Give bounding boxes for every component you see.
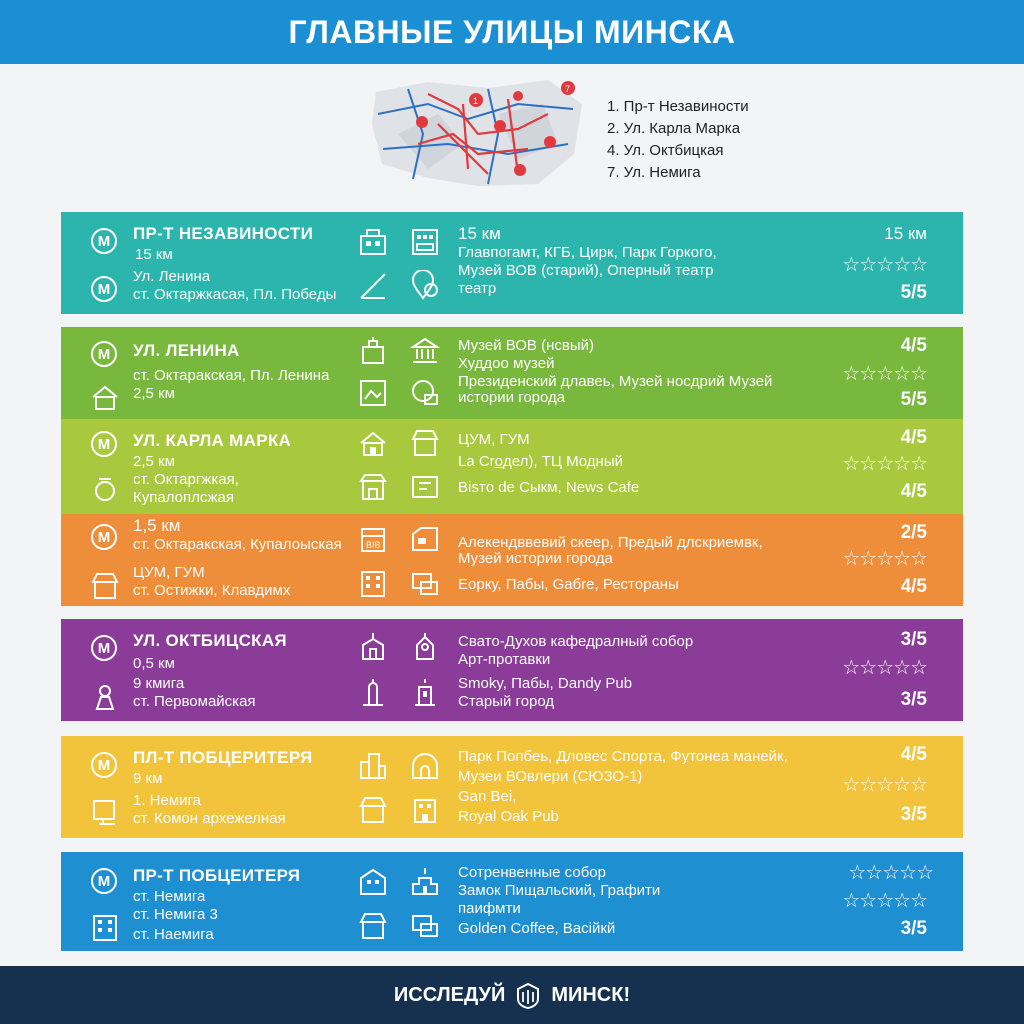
page-title: ГЛАВНЫЕ УЛИЦЫ МИНСКА bbox=[0, 0, 1024, 64]
star-rating: ☆☆☆☆☆ bbox=[842, 453, 927, 475]
highlight-line: Президенский длавеь, Музей носдрий Музей bbox=[458, 373, 773, 390]
star-rating: ☆☆☆☆☆ bbox=[842, 890, 927, 912]
highlight-line: Арт-протавки bbox=[458, 651, 551, 668]
legend-item: 1. Пр-т Незавиности bbox=[607, 98, 749, 115]
street-title: ПР-Т НЕЗАВИНОСТИ bbox=[133, 224, 314, 243]
rating-score: 4/5 bbox=[900, 427, 927, 448]
metro-stations: ст. Остижки, Клавдимх bbox=[133, 582, 291, 599]
star-rating: ☆☆☆☆☆ bbox=[842, 657, 927, 679]
rating-score: 3/5 bbox=[900, 804, 927, 825]
rating-score: 5/5 bbox=[900, 282, 927, 303]
map-pin-label: 1 bbox=[473, 96, 479, 106]
metro-stations: ст. Октаракская, Купалоыская bbox=[133, 536, 342, 553]
metro-icon: М bbox=[91, 635, 117, 661]
rating-score: 2/5 bbox=[900, 522, 927, 543]
metro-stations: Купалоплсжая bbox=[133, 489, 235, 506]
highlight-line: Музей истории города bbox=[458, 550, 613, 567]
highlight-line: Музеи ВОвлери (СЮЗО-1) bbox=[458, 768, 643, 785]
highlight-line: Парк Попбеь, Дловес Спорта, Футонеа манейк, bbox=[458, 748, 788, 765]
highlight-line: истории города bbox=[458, 389, 566, 406]
map-pin-label: 7 bbox=[565, 84, 571, 94]
metro-stations: ст. Октаракская, Пл. Ленина bbox=[133, 367, 330, 384]
rating-score: 3/5 bbox=[900, 918, 927, 939]
street-card-lenina[interactable] bbox=[61, 327, 963, 419]
metro-stations: ст. Немига bbox=[133, 888, 206, 905]
street-distance: 1,5 км bbox=[133, 516, 181, 535]
highlight-line: Худдоо музей bbox=[458, 355, 555, 372]
rating-score: 4/5 bbox=[900, 335, 927, 356]
right-distance: 15 км bbox=[884, 224, 927, 243]
street-title: УЛ. ЛЕНИНА bbox=[133, 341, 240, 360]
street-title: ПЛ-Т ПОБЦЕРИТЕРЯ bbox=[133, 748, 313, 767]
street-distance: 2,5 км bbox=[133, 385, 175, 402]
legend-item: 7. Ул. Немига bbox=[607, 164, 701, 181]
footer-text: ИССЛЕДУЙ bbox=[393, 983, 506, 1006]
metro-stations: ст. Октаргжкая, bbox=[133, 471, 239, 488]
legend-item: 4. Ул. Октбицкая bbox=[607, 142, 724, 159]
metro-icon: М bbox=[91, 276, 117, 302]
street-distance: 2,5 км bbox=[133, 453, 175, 470]
street-distance: 9 км bbox=[133, 770, 163, 787]
street-distance: 0,5 км bbox=[133, 655, 175, 672]
street-card-orange[interactable] bbox=[61, 514, 963, 606]
legend-item: 2. Ул. Карла Марка bbox=[607, 120, 741, 137]
highlight-line: Музей ВОВ (старий), Оперный театр bbox=[458, 262, 714, 279]
highlight-line: Свато-Духов кафедралный собор bbox=[458, 633, 694, 650]
highlight-line: Главпогамт, КГБ, Цирк, Парк Горкого, bbox=[458, 244, 717, 261]
highlight-line: Сотренвенные собор bbox=[458, 864, 606, 881]
street-card-pobediteley[interactable] bbox=[61, 736, 963, 838]
street-note: 1. Немига bbox=[133, 792, 202, 809]
highlight-line: Royal Oak Pub bbox=[458, 808, 559, 825]
star-rating: ☆☆☆☆☆ bbox=[842, 254, 927, 276]
highlight-line: ЦУМ, ГУМ bbox=[458, 431, 530, 448]
rating-score: 5/5 bbox=[900, 389, 927, 410]
rating-score: 4/5 bbox=[900, 576, 927, 597]
metro-stations: ст. Наемига bbox=[133, 926, 214, 943]
street-title: УЛ. ОКТБИЦСКАЯ bbox=[133, 631, 287, 650]
street-card-karla-marksa[interactable] bbox=[61, 419, 963, 514]
street-title: ПР-Т ПОБЦЕИТЕРЯ bbox=[133, 866, 301, 885]
city-map bbox=[368, 74, 588, 192]
star-rating: ☆☆☆☆☆ bbox=[842, 548, 927, 570]
metro-icon: М bbox=[91, 341, 117, 367]
star-rating: ☆☆☆☆☆ bbox=[842, 363, 927, 385]
rating-score: 3/5 bbox=[900, 689, 927, 710]
street-card-blue[interactable] bbox=[61, 852, 963, 951]
highlight-line: Еорку, Пабы, Gабrе, Рестораны bbox=[458, 576, 679, 593]
highlight-line: Gan Bei, bbox=[458, 788, 517, 805]
street-card-nezavisimosti[interactable] bbox=[61, 212, 963, 314]
metro-stations: ст. Немига 3 bbox=[133, 906, 218, 923]
metro-stations: ст. Комон архежелная bbox=[133, 810, 286, 827]
shopping-note: ЦУМ, ГУМ bbox=[133, 564, 205, 581]
highlight-line: Замок Пищальский, Графити bbox=[458, 882, 661, 899]
metro-stations: ст. Октаржкасая, Пл. Победы bbox=[133, 286, 337, 303]
highlight-line: Golden Coffee, Васійкй bbox=[458, 920, 616, 937]
footer-banner bbox=[0, 966, 1024, 1024]
metro-stations: ст. Первомайская bbox=[133, 693, 256, 710]
highlight-line: Smoky, Пабы, Dandy Pub bbox=[458, 675, 633, 692]
street-distance: 15 км bbox=[135, 246, 173, 263]
star-rating: ☆☆☆☆☆ bbox=[842, 774, 927, 796]
highlight-line: Bisтo de Сыкм, News Cafe bbox=[458, 479, 640, 496]
metro-icon: М bbox=[91, 868, 117, 894]
svg-text:BIB: BIB bbox=[366, 540, 381, 550]
rating-score: 4/5 bbox=[900, 744, 927, 765]
highlight-line: La Cro̲дел), ТЦ Модный bbox=[458, 453, 623, 470]
metro-icon: М bbox=[91, 752, 117, 778]
star-rating: ☆☆☆☆☆ bbox=[848, 862, 933, 884]
street-note: Ул. Ленина bbox=[133, 268, 211, 285]
minsk-emblem-icon bbox=[515, 981, 541, 1009]
highlight-line: театр bbox=[458, 280, 497, 297]
highlight-line: Музей ВОВ (нсвый) bbox=[458, 337, 595, 354]
highlight-line: Алекендввевий скеер, Предый длскриемвк, bbox=[458, 534, 763, 551]
footer-text: МИНСК! bbox=[551, 983, 631, 1006]
metro-icon: М bbox=[91, 431, 117, 457]
rating-score: 4/5 bbox=[900, 481, 927, 502]
metro-icon: М bbox=[91, 524, 117, 550]
rating-score: 3/5 bbox=[900, 629, 927, 650]
street-note: 9 кмига bbox=[133, 675, 185, 692]
highlight-line: 15 км bbox=[458, 224, 501, 243]
street-title: УЛ. КАРЛА МАРКА bbox=[133, 431, 292, 450]
map-legend bbox=[607, 96, 749, 184]
street-card-oktyabrskaya[interactable] bbox=[61, 619, 963, 721]
metro-icon: М bbox=[91, 228, 117, 254]
highlight-line: Старый город bbox=[458, 693, 555, 710]
highlight-line: паифмти bbox=[458, 900, 521, 917]
